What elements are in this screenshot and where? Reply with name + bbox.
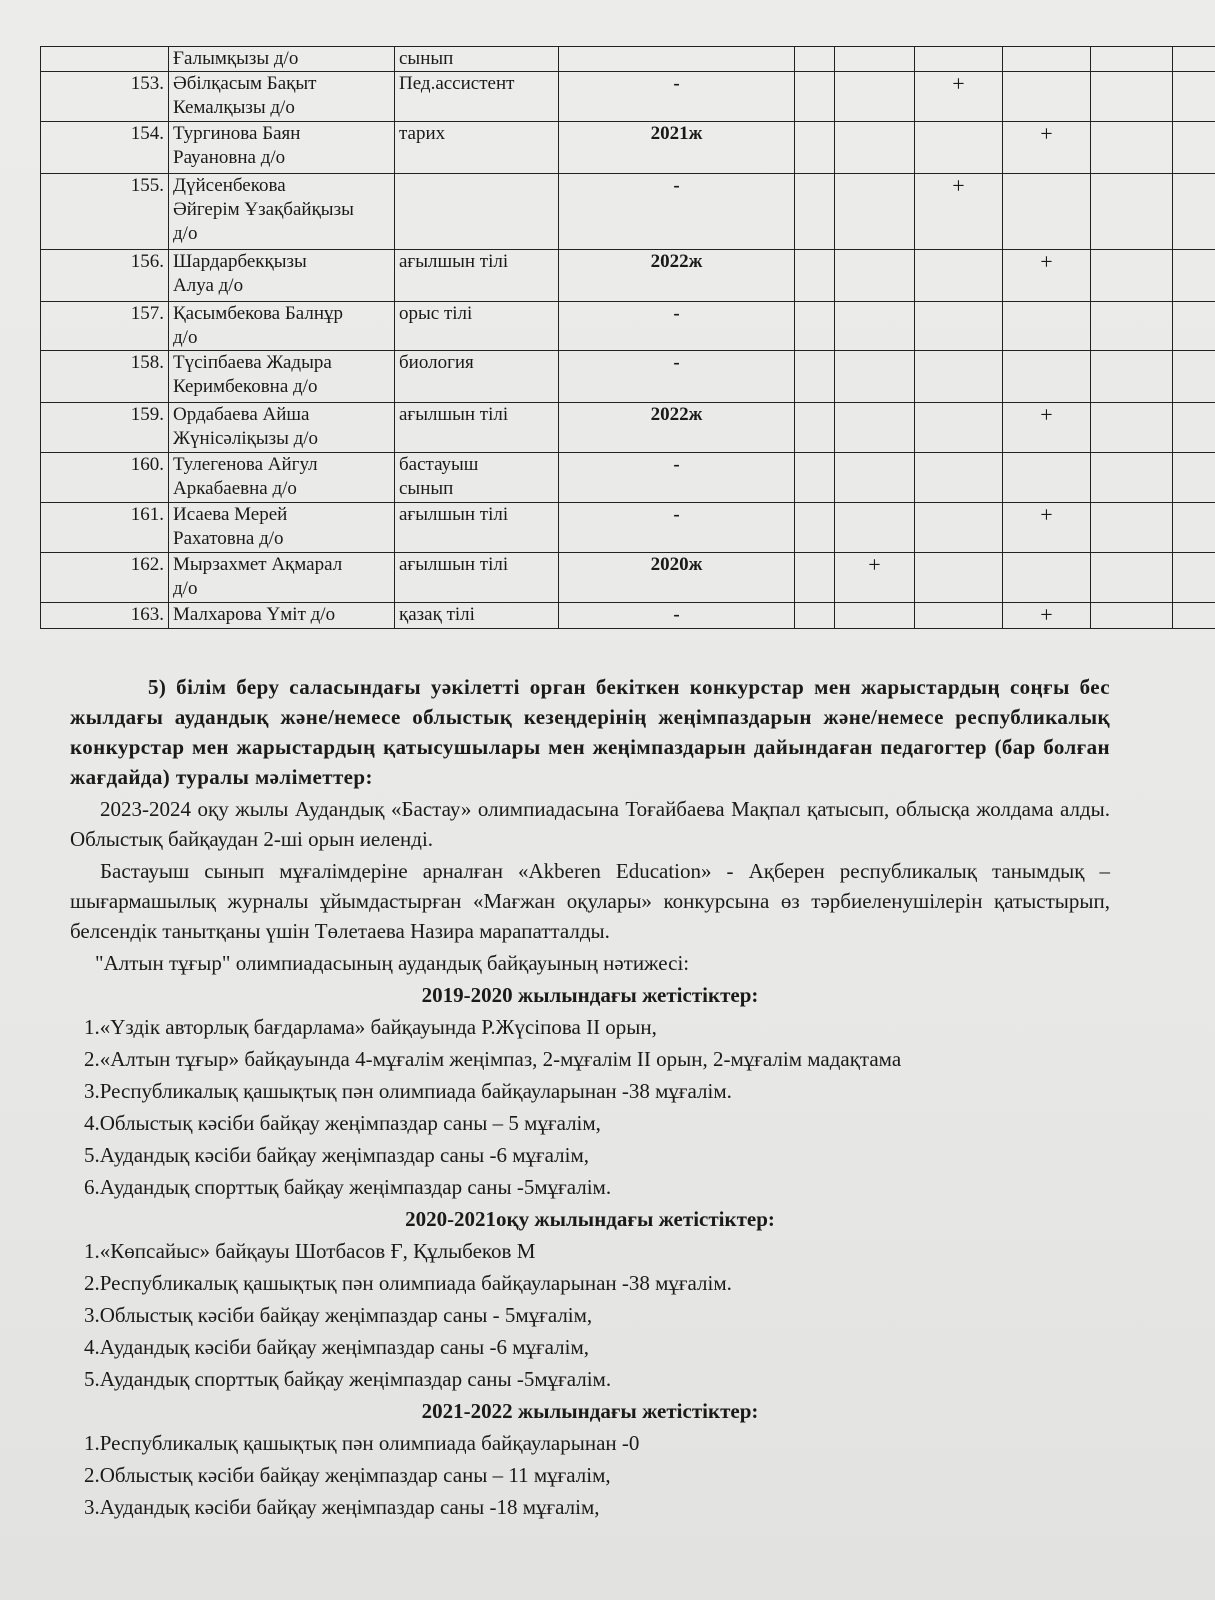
teacher-name: Қасымбекова Балнұр д/о xyxy=(169,302,395,351)
table-row xyxy=(41,503,1215,553)
list-item: 2.Облыстық кәсіби байқау жеңімпаздар саны – 11 мұғалім, xyxy=(84,1463,611,1487)
table-row xyxy=(41,603,1215,629)
list-2021-2022 xyxy=(70,1428,1110,1522)
mark-cell xyxy=(835,72,915,122)
mark-cell xyxy=(1173,302,1215,351)
subject-cell: ағылшын тілі xyxy=(395,250,559,302)
table-body xyxy=(41,47,1215,629)
subject-cell: орыс тілі xyxy=(395,302,559,351)
mark-cell xyxy=(1091,403,1173,453)
table-row xyxy=(41,47,1215,72)
year-cell: 2022ж xyxy=(559,250,795,302)
teacher-name: Ғалымқызы д/о xyxy=(169,47,395,72)
teacher-name: Әбілқасым Бақыт Кемалқызы д/о xyxy=(169,72,395,122)
teacher-name: Исаева Мерей Рахатовна д/о xyxy=(169,503,395,553)
mark-cell xyxy=(1003,72,1091,122)
row-number: 157. xyxy=(41,302,169,351)
row-number: 163. xyxy=(41,603,169,629)
year-cell: - xyxy=(559,351,795,403)
mark-cell xyxy=(1173,122,1215,174)
mark-cell xyxy=(795,453,835,503)
mark-cell xyxy=(1173,174,1215,250)
year-cell: 2022ж xyxy=(559,403,795,453)
list-item: 4.Облыстық кәсіби байқау жеңімпаздар саны – 5 мұғалім, xyxy=(84,1111,601,1135)
teacher-name: Ордабаева Айша Жүнісәліқызы д/о xyxy=(169,403,395,453)
paragraph-bastau: 2023-2024 оқу жылы Аудандық «Бастау» олимпиадасына Тоғайбаева Мақпал қатысып, облысқа жолдама алды. Облыстық байқаудан 2-ші орын иеленді. xyxy=(70,797,1110,851)
mark-cell xyxy=(795,403,835,453)
teacher-name: Шардарбекқызы Алуа д/о xyxy=(169,250,395,302)
mark-cell xyxy=(1091,603,1173,629)
mark-cell xyxy=(1003,302,1091,351)
subject-cell: ағылшын тілі xyxy=(395,503,559,553)
table-row xyxy=(41,250,1215,302)
mark-cell xyxy=(915,553,1003,603)
row-number: 153. xyxy=(41,72,169,122)
list-item: 4.Аудандық кәсіби байқау жеңімпаздар саны -6 мұғалім, xyxy=(84,1335,589,1359)
year-cell: 2020ж xyxy=(559,553,795,603)
teacher-name: Тулегенова Айгул Аркабаевна д/о xyxy=(169,453,395,503)
mark-cell xyxy=(1173,403,1215,453)
mark-cell: + xyxy=(1003,250,1091,302)
mark-cell xyxy=(1091,174,1173,250)
mark-cell xyxy=(915,351,1003,403)
mark-cell xyxy=(915,453,1003,503)
mark-cell xyxy=(795,503,835,553)
mark-cell xyxy=(915,47,1003,72)
section-heading: 5) білім беру саласындағы уәкілетті орган бекіткен конкурстар мен жарыстардың соңғы бес жылдағы аудандық және/немесе облыстық кезеңдерінің жеңімпаздарын және/немесе республикалық конкурстар мен жарыстардың қатысушылары мен жеңімпаздарын дайындаған педагогтер (бар болған жағдайда) туралы мәліметтер: xyxy=(70,675,1110,789)
mark-cell xyxy=(795,603,835,629)
subject-cell xyxy=(395,174,559,250)
mark-cell xyxy=(835,503,915,553)
row-number: 155. xyxy=(41,174,169,250)
table-row xyxy=(41,72,1215,122)
mark-cell xyxy=(1173,503,1215,553)
mark-cell xyxy=(835,47,915,72)
year-cell: - xyxy=(559,72,795,122)
list-item: 3.Аудандық кәсіби байқау жеңімпаздар саны -18 мұғалім, xyxy=(84,1495,600,1519)
mark-cell xyxy=(1091,453,1173,503)
list-item: 5.Аудандық кәсіби байқау жеңімпаздар саны -6 мұғалім, xyxy=(84,1143,589,1167)
mark-cell xyxy=(795,553,835,603)
subject-cell: ағылшын тілі xyxy=(395,403,559,453)
teacher-name: Малхарова Үміт д/о xyxy=(169,603,395,629)
mark-cell: + xyxy=(1003,603,1091,629)
list-item: 3.Республикалық қашықтық пән олимпиада байқауларынан -38 мұғалім. xyxy=(84,1079,732,1103)
mark-cell xyxy=(835,453,915,503)
row-number xyxy=(41,47,169,72)
list-item: 2.Республикалық қашықтық пән олимпиада байқауларынан -38 мұғалім. xyxy=(84,1271,732,1295)
list-item: 6.Аудандық спорттық байқау жеңімпаздар саны -5мұғалім. xyxy=(84,1175,612,1199)
table-row xyxy=(41,122,1215,174)
mark-cell xyxy=(1091,351,1173,403)
mark-cell xyxy=(915,250,1003,302)
mark-cell xyxy=(915,122,1003,174)
list-item: 3.Облыстық кәсіби байқау жеңімпаздар саны - 5мұғалім, xyxy=(84,1303,593,1327)
subject-cell: биология xyxy=(395,351,559,403)
mark-cell: + xyxy=(835,553,915,603)
mark-cell xyxy=(1003,174,1091,250)
mark-cell xyxy=(1173,453,1215,503)
mark-cell xyxy=(1003,351,1091,403)
row-number: 158. xyxy=(41,351,169,403)
mark-cell xyxy=(835,351,915,403)
mark-cell xyxy=(795,302,835,351)
year-cell: - xyxy=(559,603,795,629)
year-cell: - xyxy=(559,453,795,503)
year-cell: - xyxy=(559,174,795,250)
subject-cell: қазақ тілі xyxy=(395,603,559,629)
paragraph-akberen: Бастауыш сынып мұғалімдеріне арналған «Akberen Education» - Ақберен республикалық танымдық – шығармашылық журналы ұйымдастырған «Мағжан оқулары» конкурсына өз тәрбиеленушілерін қатыстырып, белсендік танытқаны үшін Төлетаева Назира марапатталды. xyxy=(70,859,1110,943)
achievements-section xyxy=(70,672,1110,1524)
mark-cell xyxy=(915,603,1003,629)
mark-cell xyxy=(835,174,915,250)
row-number: 161. xyxy=(41,503,169,553)
mark-cell xyxy=(1091,72,1173,122)
heading-2020-2021: 2020-2021оқу жылындағы жетістіктер: xyxy=(405,1207,775,1231)
list-item: 1.Республикалық қашықтық пән олимпиада байқауларынан -0 xyxy=(84,1431,640,1455)
mark-cell xyxy=(915,403,1003,453)
mark-cell xyxy=(1173,553,1215,603)
row-number: 159. xyxy=(41,403,169,453)
mark-cell xyxy=(1091,122,1173,174)
mark-cell xyxy=(1091,302,1173,351)
table-row xyxy=(41,453,1215,503)
mark-cell xyxy=(795,174,835,250)
list-item: 2.«Алтын тұғыр» байқауында 4-мұғалім жеңімпаз, 2-мұғалім ІІ орын, 2-мұғалім мадақтама xyxy=(84,1047,902,1071)
mark-cell xyxy=(1091,553,1173,603)
paragraph-altyn-tugyr: "Алтын тұғыр" олимпиадасының аудандық байқауының нәтижесі: xyxy=(95,951,690,975)
heading-2021-2022: 2021-2022 жылындағы жетістіктер: xyxy=(421,1399,759,1423)
mark-cell xyxy=(795,47,835,72)
mark-cell xyxy=(835,603,915,629)
mark-cell xyxy=(915,302,1003,351)
list-item: 1.«Көпсайыс» байқауы Шотбасов Ғ, Құлыбеков М xyxy=(84,1239,536,1263)
mark-cell xyxy=(795,122,835,174)
mark-cell: + xyxy=(915,174,1003,250)
mark-cell xyxy=(835,250,915,302)
teachers-table xyxy=(40,46,1215,629)
mark-cell xyxy=(1003,553,1091,603)
list-item: 1.«Үздік авторлық бағдарлама» байқауында Р.Жүсіпова ІІ орын, xyxy=(84,1015,657,1039)
row-number: 156. xyxy=(41,250,169,302)
mark-cell: + xyxy=(1003,122,1091,174)
mark-cell xyxy=(795,351,835,403)
mark-cell xyxy=(915,503,1003,553)
mark-cell xyxy=(1003,453,1091,503)
mark-cell xyxy=(1091,503,1173,553)
year-cell xyxy=(559,47,795,72)
mark-cell xyxy=(1091,47,1173,72)
mark-cell xyxy=(1003,47,1091,72)
teacher-name: Дүйсенбекова Әйгерім Ұзақбайқызы д/о xyxy=(169,174,395,250)
table-row xyxy=(41,302,1215,351)
mark-cell xyxy=(1173,603,1215,629)
year-cell: - xyxy=(559,302,795,351)
row-number: 162. xyxy=(41,553,169,603)
heading-2019-2020: 2019-2020 жылындағы жетістіктер: xyxy=(421,983,759,1007)
mark-cell: + xyxy=(915,72,1003,122)
mark-cell xyxy=(795,250,835,302)
mark-cell xyxy=(1173,250,1215,302)
table-row xyxy=(41,403,1215,453)
mark-cell xyxy=(1091,250,1173,302)
row-number: 160. xyxy=(41,453,169,503)
table-row xyxy=(41,174,1215,250)
mark-cell xyxy=(1173,72,1215,122)
teacher-name: Тургинова Баян Рауановна д/о xyxy=(169,122,395,174)
mark-cell: + xyxy=(1003,503,1091,553)
subject-cell: тарих xyxy=(395,122,559,174)
teacher-name: Мырзахмет Ақмарал д/о xyxy=(169,553,395,603)
list-2020-2021 xyxy=(70,1236,1110,1394)
subject-cell: ағылшын тілі xyxy=(395,553,559,603)
subject-cell: Пед.ассистент xyxy=(395,72,559,122)
row-number: 154. xyxy=(41,122,169,174)
mark-cell xyxy=(835,302,915,351)
subject-cell: бастауыш сынып xyxy=(395,453,559,503)
list-item: 5.Аудандық спорттық байқау жеңімпаздар саны -5мұғалім. xyxy=(84,1367,612,1391)
mark-cell: + xyxy=(1003,403,1091,453)
mark-cell xyxy=(1173,351,1215,403)
mark-cell xyxy=(1173,47,1215,72)
mark-cell xyxy=(835,122,915,174)
year-cell: 2021ж xyxy=(559,122,795,174)
subject-cell: сынып xyxy=(395,47,559,72)
table-row xyxy=(41,553,1215,603)
list-2019-2020 xyxy=(70,1012,1110,1202)
table-row xyxy=(41,351,1215,403)
year-cell: - xyxy=(559,503,795,553)
mark-cell xyxy=(795,72,835,122)
mark-cell xyxy=(835,403,915,453)
teacher-name: Түсіпбаева Жадыра Керимбековна д/о xyxy=(169,351,395,403)
